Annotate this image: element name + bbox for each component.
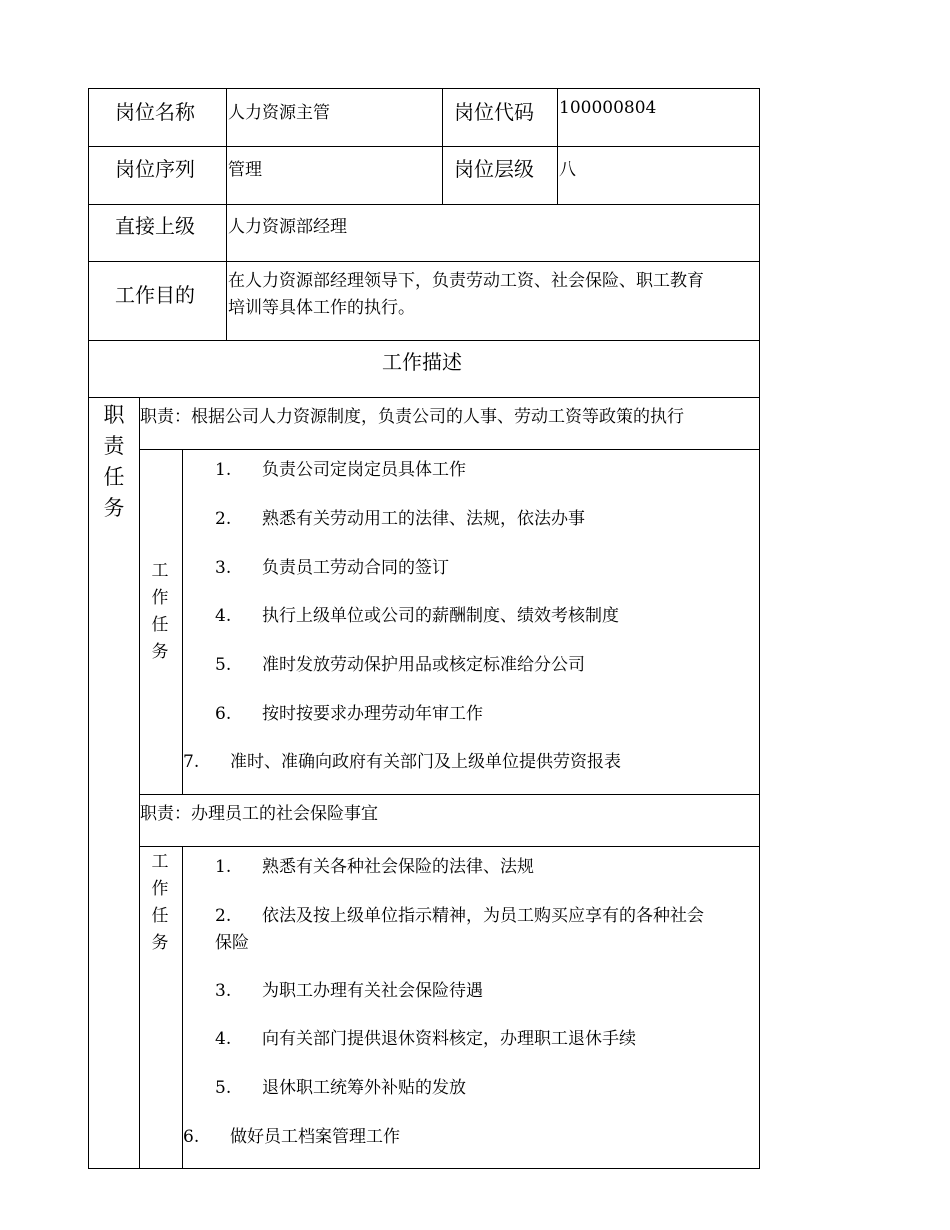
task-item: 5. 退休职工统筹外补贴的发放: [215, 1078, 466, 1098]
task-item: 4. 执行上级单位或公司的薪酬制度、绩效考核制度: [215, 606, 619, 626]
row-divider: [88, 340, 760, 341]
duty-title: 职责：根据公司人力资源制度，负责公司的人事、劳动工资等政策的执行: [140, 407, 684, 427]
col-divider: [182, 846, 183, 1169]
task-item: 1. 负责公司定岗定员具体工作: [215, 460, 466, 480]
position-series-label: 岗位序列: [115, 157, 195, 181]
task-label: 工 作 任 务: [151, 561, 169, 662]
purpose-text-line2: 培训等具体工作的执行。: [228, 298, 415, 318]
job-description-table: [88, 88, 760, 1169]
task-item: 3. 负责员工劳动合同的签订: [215, 558, 449, 578]
task-item: 5. 准时发放劳动保护用品或核定标准给分公司: [215, 655, 585, 675]
col-divider: [182, 449, 183, 794]
task-label: 工 作 任 务: [151, 852, 169, 953]
row-divider: [139, 449, 760, 450]
description-title: 工作描述: [382, 350, 462, 374]
position-name-value: 人力资源主管: [228, 103, 330, 123]
position-name-label: 岗位名称: [115, 100, 195, 124]
purpose-text-line1: 在人力资源部经理领导下，负责劳动工资、社会保险、职工教育: [228, 271, 704, 291]
task-item: 7. 准时、准确向政府有关部门及上级单位提供劳资报表: [183, 752, 621, 772]
row-divider: [88, 146, 760, 147]
position-code-label: 岗位代码: [454, 100, 534, 124]
row-divider: [139, 794, 760, 795]
position-code-value: 100000804: [559, 98, 657, 118]
row-divider: [88, 397, 760, 398]
position-level-value: 八: [559, 160, 576, 180]
supervisor-value: 人力资源部经理: [228, 217, 347, 237]
position-level-label: 岗位层级: [454, 157, 534, 181]
task-item: 3. 为职工办理有关社会保险待遇: [215, 981, 483, 1001]
duty-section-label: 职 责 任 务: [103, 403, 125, 520]
task-item-continuation: 保险: [215, 933, 249, 953]
position-series-value: 管理: [228, 160, 262, 180]
col-divider: [139, 397, 140, 1169]
row-divider: [88, 204, 760, 205]
task-item: 2. 依法及按上级单位指示精神，为员工购买应享有的各种社会: [215, 906, 704, 926]
purpose-label: 工作目的: [115, 283, 195, 307]
task-item: 6. 做好员工档案管理工作: [183, 1127, 400, 1147]
col-divider: [226, 88, 227, 340]
col-divider: [557, 88, 558, 204]
row-divider: [88, 261, 760, 262]
task-item: 2. 熟悉有关劳动用工的法律、法规，依法办事: [215, 509, 585, 529]
duty-title: 职责：办理员工的社会保险事宜: [140, 804, 378, 824]
row-divider: [139, 846, 760, 847]
supervisor-label: 直接上级: [115, 214, 195, 238]
col-divider: [442, 88, 443, 204]
task-item: 4. 向有关部门提供退休资料核定，办理职工退休手续: [215, 1029, 636, 1049]
task-item: 1. 熟悉有关各种社会保险的法律、法规: [215, 857, 534, 877]
task-item: 6. 按时按要求办理劳动年审工作: [215, 704, 483, 724]
